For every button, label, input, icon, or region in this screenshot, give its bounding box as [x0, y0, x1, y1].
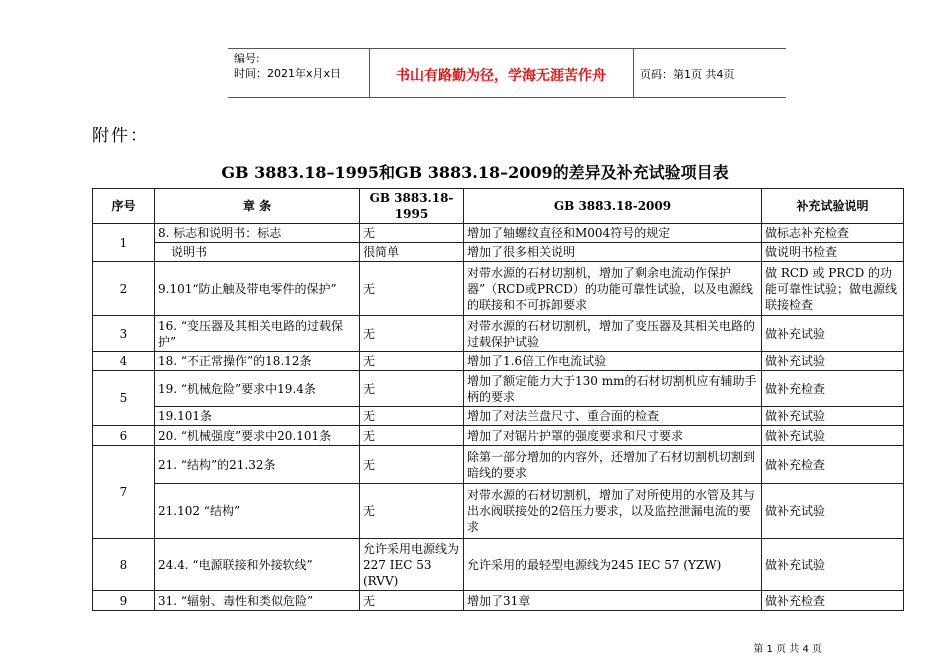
chapter-cell: 9.101“防止触及带电零件的保护” — [155, 262, 360, 316]
chapter-cell: 24.4. “电源联接和外接软线” — [155, 539, 360, 591]
new-cell: 对带水源的石材切割机，增加了变压器及其相关电路的过载保护试验 — [464, 316, 762, 352]
note-cell: 做补充试验 — [762, 407, 904, 426]
note-cell: 做说明书检查 — [762, 243, 904, 262]
chapter-cell: 8. 标志和说明书：标志 — [155, 224, 360, 243]
table-row — [93, 243, 904, 262]
old-cell: 无 — [360, 224, 464, 243]
old-cell: 无 — [360, 426, 464, 446]
new-cell: 对带水源的石材切割机，增加了对所使用的水管及其与出水阀联接处的2倍压力要求，以及监控泄漏电流的要求 — [464, 484, 762, 539]
row-number: 5 — [93, 371, 155, 426]
new-cell: 增加了对锯片护罩的强度要求和尺寸要求 — [464, 426, 762, 446]
comparison-table — [92, 188, 904, 611]
table-row — [93, 539, 904, 591]
chapter-cell: 说明书 — [155, 243, 360, 262]
header-new-standard: GB 3883.18-2009 — [464, 189, 762, 224]
old-cell: 无 — [360, 371, 464, 407]
document-header — [228, 48, 786, 98]
table-row — [93, 316, 904, 352]
old-cell: 无 — [360, 407, 464, 426]
note-cell: 做补充试验 — [762, 539, 904, 591]
old-cell: 无 — [360, 316, 464, 352]
new-cell: 增加了轴螺纹直径和M004符号的规定 — [464, 224, 762, 243]
old-cell: 允许采用电源线为 227 IEC 53 (RVV) — [360, 539, 464, 591]
number-label: 编号: — [234, 52, 260, 65]
document-title: GB 3883.18–1995和GB 3883.18–2009的差异及补充试验项目表 — [221, 163, 729, 182]
new-cell: 增加了31章 — [464, 591, 762, 611]
table-row — [93, 407, 904, 426]
note-cell: 做标志补充检查 — [762, 224, 904, 243]
header-note: 补充试验说明 — [762, 189, 904, 224]
header-page-label: 页码：第1页 共4页 — [640, 68, 735, 81]
row-number: 9 — [93, 591, 155, 611]
table-row — [93, 426, 904, 446]
chapter-cell: 21. “结构”的21.32条 — [155, 446, 360, 484]
header-seq: 序号 — [93, 189, 155, 224]
attachment-label: 附件： — [92, 126, 149, 146]
new-cell: 除第一部分增加的内容外，还增加了石材切割机切割到暗线的要求 — [464, 446, 762, 484]
new-cell: 增加了额定能力大于130 mm的石材切割机应有辅助手柄的要求 — [464, 371, 762, 407]
header-old-standard: GB 3883.18-1995 — [360, 189, 464, 224]
date-label: 时间：2021年x月x日 — [234, 67, 342, 80]
old-cell: 无 — [360, 484, 464, 539]
table-row — [93, 446, 904, 484]
new-cell: 增加了1.6倍工作电流试验 — [464, 352, 762, 371]
table-header-row — [93, 189, 904, 224]
row-number: 2 — [93, 262, 155, 316]
row-number: 3 — [93, 316, 155, 352]
table-row — [93, 371, 904, 407]
old-cell: 很简单 — [360, 243, 464, 262]
old-cell: 无 — [360, 591, 464, 611]
old-cell: 无 — [360, 446, 464, 484]
table-row — [93, 262, 904, 316]
chapter-cell: 19.101条 — [155, 407, 360, 426]
note-cell: 做补充试验 — [762, 426, 904, 446]
note-cell: 做补充检查 — [762, 371, 904, 407]
note-cell: 做补充试验 — [762, 484, 904, 539]
row-number: 8 — [93, 539, 155, 591]
chapter-cell: 18. “不正常操作”的18.12条 — [155, 352, 360, 371]
header-meta — [234, 51, 341, 81]
new-cell: 对带水源的石材切割机，增加了剩余电流动作保护器”（RCD或PRCD）的功能可靠性试验，以及电源线的联接和不可拆卸要求 — [464, 262, 762, 316]
header-chapter: 章 条 — [155, 189, 360, 224]
chapter-cell: 19. “机械危险”要求中19.4条 — [155, 371, 360, 407]
page-footer: 第 1 页 共 4 页 — [753, 644, 822, 655]
chapter-cell: 31. “辐射、毒性和类似危险” — [155, 591, 360, 611]
new-cell: 增加了很多相关说明 — [464, 243, 762, 262]
row-number: 4 — [93, 352, 155, 371]
row-number: 1 — [93, 224, 155, 262]
note-cell: 做补充试验 — [762, 316, 904, 352]
table-row — [93, 484, 904, 539]
note-cell: 做补充检查 — [762, 591, 904, 611]
note-cell: 做补充检查 — [762, 446, 904, 484]
row-number: 7 — [93, 446, 155, 539]
header-motto: 书山有路勤为径，学海无涯苦作舟 — [396, 68, 606, 84]
chapter-cell: 21.102 “结构” — [155, 484, 360, 539]
table-row — [93, 591, 904, 611]
table-row — [93, 352, 904, 371]
note-cell: 做补充试验 — [762, 352, 904, 371]
table-row — [93, 224, 904, 243]
note-cell: 做 RCD 或 PRCD 的功能可靠性试验；做电源线联接检查 — [762, 262, 904, 316]
old-cell: 无 — [360, 352, 464, 371]
new-cell: 增加了对法兰盘尺寸、重合面的检查 — [464, 407, 762, 426]
row-number: 6 — [93, 426, 155, 446]
chapter-cell: 16. “变压器及其相关电路的过载保护” — [155, 316, 360, 352]
chapter-cell: 20. “机械强度”要求中20.101条 — [155, 426, 360, 446]
old-cell: 无 — [360, 262, 464, 316]
new-cell: 允许采用的最轻型电源线为245 IEC 57 (YZW) — [464, 539, 762, 591]
